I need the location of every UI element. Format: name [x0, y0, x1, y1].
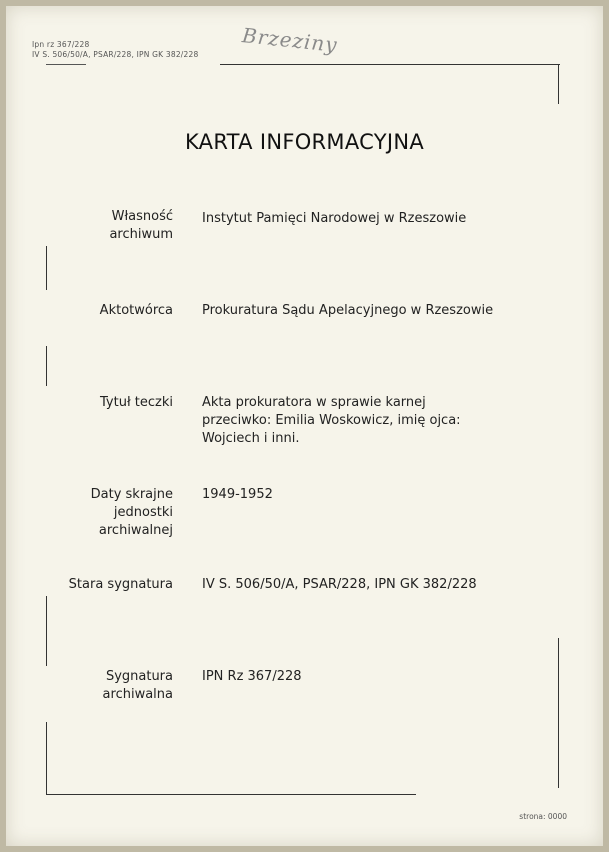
frame-right-line-bottom: [558, 638, 559, 788]
value-date-range: 1949-1952: [202, 487, 273, 502]
page-title: KARTA INFORMACYJNA: [184, 130, 425, 154]
document-page: [6, 6, 603, 846]
value-file-title: Akta prokuratora w sprawie karnej przeciwko: Emilia Woskowicz, imię ojca: Wojciech i inni.: [202, 395, 461, 446]
label-archive-owner: Własność archiwum: [109, 209, 173, 242]
value-archival-signature: IPN Rz 367/228: [202, 669, 302, 684]
header-reference-1: Ipn rz 367/228: [32, 40, 90, 49]
header-reference-2: IV S. 506/50/A, PSAR/228, IPN GK 382/228: [32, 50, 199, 59]
frame-left-line-1: [46, 246, 47, 290]
label-date-range: Daty skrajne jednostki archiwalnej: [90, 487, 173, 538]
page-number: strona: 0000: [519, 812, 567, 821]
frame-left-line-3: [46, 596, 47, 666]
frame-left-line-4: [46, 722, 47, 794]
value-old-signature: IV S. 506/50/A, PSAR/228, IPN GK 382/228: [202, 577, 477, 592]
frame-right-line-top: [558, 64, 559, 104]
label-old-signature: Stara sygnatura: [68, 577, 173, 592]
label-archival-signature: Sygnatura archiwalna: [102, 669, 173, 702]
frame-left-line-2: [46, 346, 47, 386]
value-creator: Prokuratura Sądu Apelacyjnego w Rzeszowie: [202, 303, 494, 318]
frame-top-line: [220, 64, 560, 65]
value-archive-owner: Instytut Pamięci Narodowej w Rzeszowie: [202, 211, 467, 226]
label-creator: Aktotwórca: [99, 303, 173, 318]
frame-bottom-line: [46, 794, 416, 795]
handwritten-note: Brzeziny: [241, 23, 339, 57]
label-file-title: Tytuł teczki: [100, 395, 173, 410]
frame-top-left-line: [46, 64, 86, 65]
